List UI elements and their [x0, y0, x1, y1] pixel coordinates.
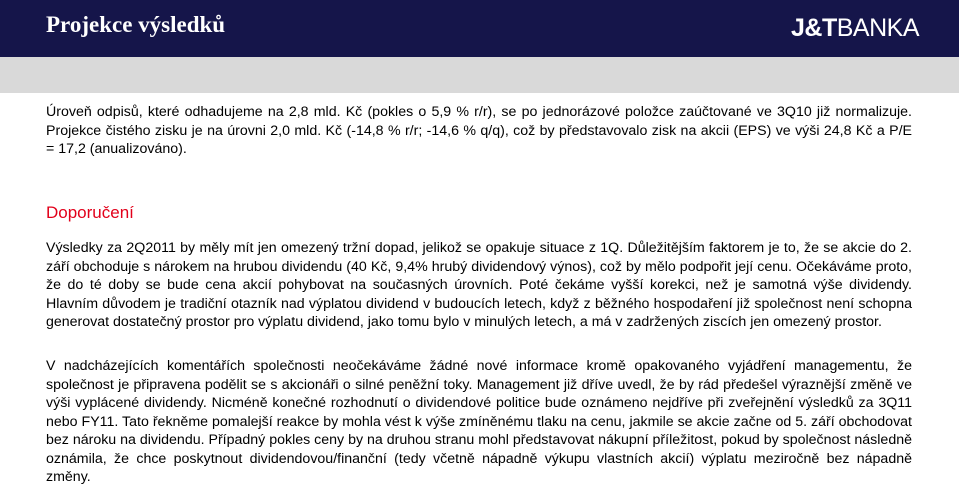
section-heading-recommendation: Doporučení [46, 203, 134, 222]
header-band [0, 57, 959, 93]
jt-banka-logo [791, 14, 919, 42]
logo-main-text: J&T [791, 14, 837, 42]
paragraph-projection: Úroveň odpisů, které odhadujeme na 2,8 mld. Kč (pokles o 5,9 % r/r), se po jednorázové položce zaúčtované ve 3Q10 již normalizuje. Projekce čistého zisku je na úrovni 2,0 mld. Kč (-14,8 % r/r; -14,6 % q/q), což by představovalo zisk na akcii (EPS) ve výši 24,8 Kč a P/E = 17,2 (anualizováno). [46, 104, 912, 157]
paragraph-recommendation: Výsledky za 2Q2011 by měly mít jen omezený tržní dopad, jelikož se opakuje situace z 1Q. Důležitějším faktorem je to, že se akcie do 2. září obchoduje s nárokem na hrubou dividendu (40 Kč, 9,4% hrubý dividendový výnos), což by mělo podpořit její cenu. Očekáváme proto, že do té doby se bude cena akcií pohybovat na současných úrovních. Poté čekáme vyšší korekci, než je samotná výše dividendy. Hlavním důvodem je tradiční otazník nad výplatou dividend v budoucích letech, když z běžného hospodaření již společnost není schopna generovat dostatečný prostor pro výplatu dividend, jako tomu bylo v minulých letech, a má v zadržených ziscích jen omezený prostor. [46, 240, 912, 330]
logo-sub-text: BANKA [836, 14, 919, 42]
paragraph-outlook: V nadcházejících komentářích společnosti neočekáváme žádné nové informace kromě opakovaného vyjádření managementu, že společnost je připravena podělit se s akcionáři o silné peněžní toky. Management již dříve uvedl, že by rád předešel výraznější změně ve výši vyplácené dividendy. Nicméně konečné rozhodnutí o dividendové politice bude oznámeno nejdříve při zveřejnění výsledků za 3Q11 nebo FY11. Tato řekněme pomalejší reakce by mohla vést k výše zmíněnému tlaku na cenu, jakmile se akcie začne od 5. září obchodovat bez nároku na dividendu. Případný pokles ceny by na druhou stranu mohl představovat nákupní příležitost, pokud by společnost následně oznámila, že chce poskytnout dividendovou/finanční (tedy včetně nápadně výkupu vlastních akcií) výplatu meziročně bez nápadně změny. [46, 358, 912, 485]
slide-header [0, 0, 959, 57]
slide-title: Projekce výsledků [46, 12, 226, 37]
